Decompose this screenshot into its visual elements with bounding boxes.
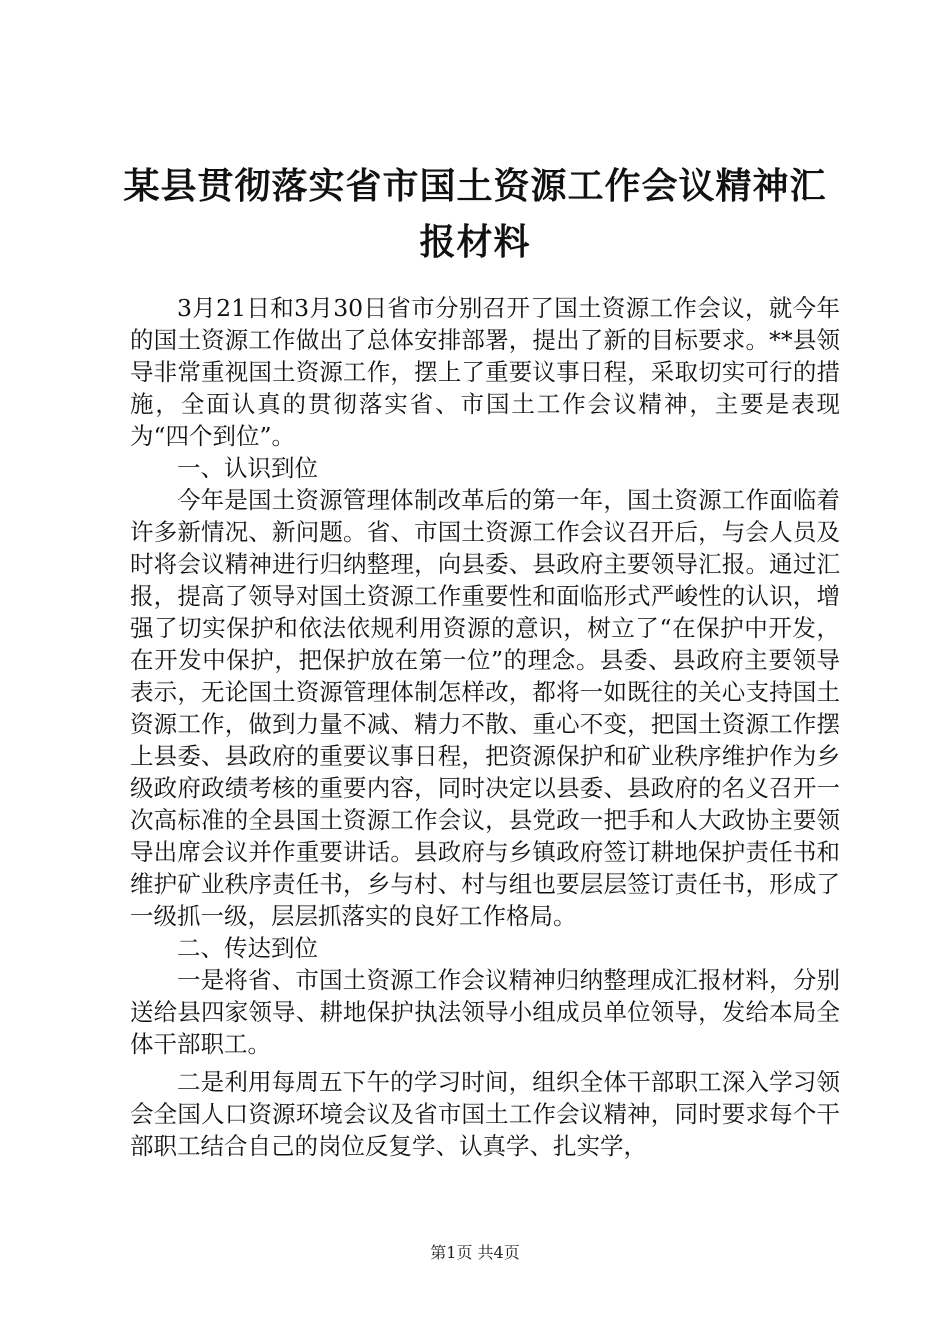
section-heading-1: 一、认识到位 xyxy=(177,454,318,482)
paragraph-section-1: 今年是国土资源管理体制改革后的第一年，国土资源工作面临着许多新情况、新问题。省、市国土资源工作会议召开后，与会人员及时将会议精神进行归纳整理，向县委、县政府主要领导汇报。通过汇报，提高了领导对国土资源工作重要性和面临形式严峻性的认识，增强了切实保护和依法依规利用资源的意识，树立了“在保护中开发，在开发中保护，把保护放在第一位”的理念。县委、县政府主要领导表示，无论国土资源管理体制怎样改，都将一如既往的关心支持国土资源工作，做到力量不减、精力不散、重心不变，把国土资源工作摆上县委、县政府的重要议事日程，把资源保护和矿业秩序维护作为乡级政府政绩考核的重要内容，同时决定以县委、县政府的名义召开一次高标准的全县国土资源工作会议，县党政一把手和人大政协主要领导出席会议并作重要讲话。县政府与乡镇政府签订耕地保护责任书和维护矿业秩序责任书，乡与村、村与组也要层层签订责任书，形成了一级抓一级，层层抓落实的良好工作格局。 xyxy=(130,486,840,930)
paragraph-point-1: 一是将省、市国土资源工作会议精神归纳整理成汇报材料，分别送给县四家领导、耕地保护执法领导小组成员单位领导，发给本局全体干部职工。 xyxy=(130,966,840,1058)
page-number: 第1页 共4页 xyxy=(430,1243,520,1262)
document-title: 某县贯彻落实省市国土资源工作会议精神汇报材料 xyxy=(123,165,827,263)
paragraph-point-2: 二是利用每周五下午的学习时间，组织全体干部职工深入学习领会全国人口资源环境会议及省市国土工作会议精神，同时要求每个干部职工结合自己的岗位反复学、认真学、扎实学， xyxy=(130,1068,840,1160)
document-body xyxy=(130,292,840,1162)
paragraph-intro: 3月21日和3月30日省市分别召开了国土资源工作会议，就今年的国土资源工作做出了总体安排部署，提出了新的目标要求。**县领导非常重视国土资源工作，摆上了重要议事日程，采取切实可行的措施，全面认真的贯彻落实省、市国土工作会议精神，主要是表现为“四个到位”。 xyxy=(130,294,840,450)
section-heading-2: 二、传达到位 xyxy=(177,934,318,962)
